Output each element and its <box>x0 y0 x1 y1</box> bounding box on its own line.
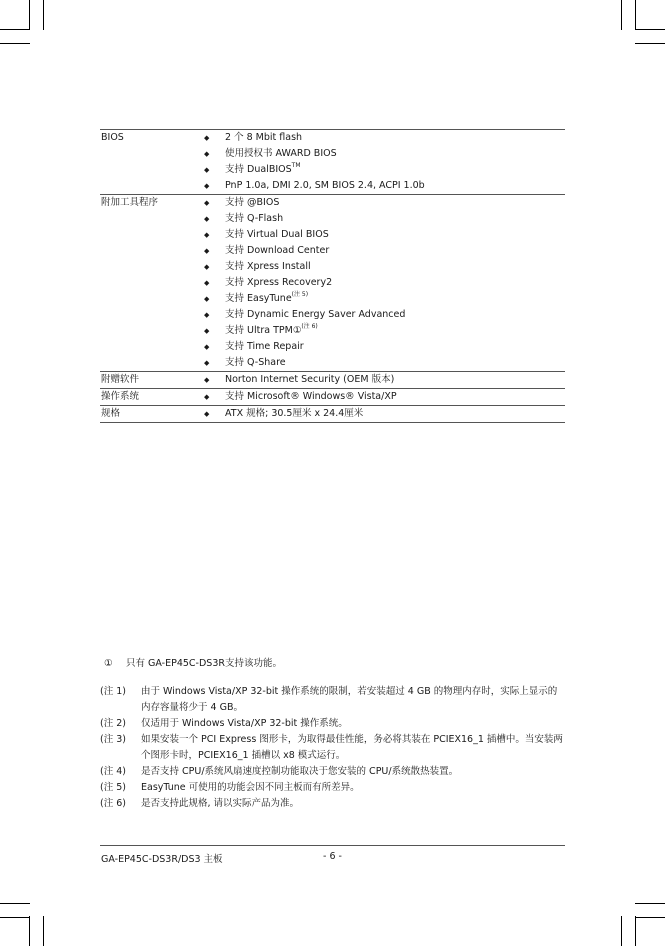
spec-item <box>225 406 363 422</box>
spec-row <box>100 162 565 178</box>
spec-row <box>100 406 565 422</box>
note-text: 仅适用于 Windows Vista/XP 32-bit 操作系统。 <box>141 718 348 729</box>
spec-item <box>225 355 286 371</box>
note-item <box>100 780 565 796</box>
crop-mark <box>621 916 622 946</box>
notes-section <box>100 656 565 812</box>
spec-row <box>100 211 565 227</box>
spec-item-text: 支持 Q-Flash <box>225 213 284 224</box>
crop-mark <box>635 43 665 44</box>
spec-item-text: PnP 1.0a, DMI 2.0, SM BIOS 2.4, ACPI 1.0b <box>225 180 425 191</box>
circle-note <box>104 656 565 672</box>
spec-item <box>225 195 279 211</box>
notes-list <box>100 684 565 812</box>
crop-mark <box>635 916 636 946</box>
note-text: EasyTune 可使用的功能会因不同主板而有所差异。 <box>141 782 360 793</box>
crop-mark <box>635 0 636 30</box>
note-label: (注 2) <box>100 718 126 729</box>
note-label: (注 5) <box>100 782 126 793</box>
crop-mark <box>635 29 665 30</box>
note-text: 由于 Windows Vista/XP 32-bit 操作系统的限制，若安装超过 4 GB 的物理内存时，实际上显示的内存容量将少于 4 GB。 <box>141 686 558 713</box>
spec-row <box>100 178 565 194</box>
spec-item <box>225 243 329 259</box>
spec-item-superscript: (注 6) <box>301 323 318 330</box>
bullet-icon: ◆ <box>204 343 210 351</box>
spec-item <box>225 211 283 227</box>
spec-row <box>100 339 565 355</box>
note-text: 如果安装一个 PCI Express 图形卡，为取得最佳性能，务必将其装在 PCIEX16_1 插槽中。当安装两个图形卡时，PCIEX16_1 插槽以 x8 模式运行。 <box>141 734 563 761</box>
spec-item <box>225 227 329 243</box>
circle-note-symbol: ① <box>104 658 113 669</box>
spec-item <box>225 162 301 178</box>
crop-mark <box>635 903 665 904</box>
spec-row <box>100 389 565 405</box>
spec-item <box>225 275 332 291</box>
spec-row <box>100 291 565 307</box>
spec-item-superscript: (注 5) <box>291 291 309 298</box>
spec-category: BIOS <box>101 132 124 143</box>
spec-section <box>100 129 565 194</box>
bullet-icon: ◆ <box>204 410 210 418</box>
bullet-icon: ◆ <box>204 166 210 174</box>
spec-item-text: 支持 DualBIOS <box>225 164 292 175</box>
crop-mark <box>0 43 30 44</box>
spec-item-text: 2 个 8 Mbit flash <box>225 132 303 143</box>
bullet-icon: ◆ <box>204 279 210 287</box>
bullet-icon: ◆ <box>204 199 210 207</box>
crop-mark <box>43 916 44 946</box>
spec-item-text: 支持 EasyTune <box>225 293 292 304</box>
bullet-icon: ◆ <box>204 247 210 255</box>
note-item <box>100 764 565 780</box>
spec-item-text: ATX 规格; 30.5厘米 x 24.4厘米 <box>225 408 364 419</box>
spec-item <box>225 291 308 307</box>
note-text: 是否支持 CPU/系统风扇速度控制功能取决于您安装的 CPU/系统散热装置。 <box>141 766 459 777</box>
spec-item <box>225 389 397 405</box>
spec-item <box>225 339 304 355</box>
spec-item-text: 使用授权书 AWARD BIOS <box>225 148 337 159</box>
crop-mark <box>635 917 665 918</box>
spec-item-superscript: TM <box>291 162 301 169</box>
spec-item-text: 支持 Xpress Recovery2 <box>225 277 333 288</box>
bullet-icon: ◆ <box>204 376 210 384</box>
spec-category: 附加工具程序 <box>101 197 159 208</box>
crop-mark <box>0 903 30 904</box>
spec-table <box>100 129 565 423</box>
spec-category: 规格 <box>101 408 121 419</box>
crop-mark <box>29 0 30 30</box>
crop-mark <box>43 0 44 30</box>
spec-item-text: Norton Internet Security (OEM 版本) <box>225 374 395 385</box>
spec-item <box>225 130 302 146</box>
spec-section <box>100 405 565 423</box>
spec-row <box>100 323 565 339</box>
spec-item <box>225 146 337 162</box>
spec-row <box>100 227 565 243</box>
spec-item-text: 支持 @BIOS <box>225 197 280 208</box>
spec-row <box>100 275 565 291</box>
note-text: 是否支持此规格, 请以实际产品为准。 <box>141 798 300 809</box>
bullet-icon: ◆ <box>204 150 210 158</box>
crop-mark <box>621 0 622 30</box>
spec-section <box>100 388 565 405</box>
bullet-icon: ◆ <box>204 215 210 223</box>
spec-category: 操作系统 <box>101 391 140 402</box>
spec-item-text: 支持 Virtual Dual BIOS <box>225 229 329 240</box>
spec-item <box>225 307 405 323</box>
spec-item-text: 支持 Ultra TPM① <box>225 325 302 336</box>
spec-section <box>100 371 565 388</box>
spec-item <box>225 323 318 339</box>
bullet-icon: ◆ <box>204 134 210 142</box>
spec-category: 附赠软件 <box>101 374 140 385</box>
crop-mark <box>29 916 30 946</box>
spec-row <box>100 243 565 259</box>
circle-note-text: 只有 GA-EP45C-DS3R支持该功能。 <box>126 658 282 669</box>
spec-item-text: 支持 Download Center <box>225 245 330 256</box>
spec-item-text: 支持 Q-Share <box>225 357 286 368</box>
note-label: (注 1) <box>100 686 126 697</box>
spec-row <box>100 130 565 146</box>
spec-item-text: 支持 Microsoft® Windows® Vista/XP <box>225 391 397 402</box>
note-label: (注 6) <box>100 798 126 809</box>
footer-model: GA-EP45C-DS3R/DS3 主板 <box>101 854 223 865</box>
spec-item-text: 支持 Xpress Install <box>225 261 311 272</box>
note-label: (注 3) <box>100 734 126 745</box>
spec-row <box>100 146 565 162</box>
spec-row <box>100 355 565 371</box>
bullet-icon: ◆ <box>204 393 210 401</box>
spec-row <box>100 372 565 388</box>
note-item <box>100 716 565 732</box>
bullet-icon: ◆ <box>204 327 210 335</box>
spec-item <box>225 372 394 388</box>
bullet-icon: ◆ <box>204 182 210 190</box>
spec-section <box>100 194 565 371</box>
note-label: (注 4) <box>100 766 126 777</box>
spec-item <box>225 178 425 194</box>
spec-item-text: 支持 Time Repair <box>225 341 304 352</box>
crop-mark <box>0 917 30 918</box>
note-item <box>100 796 565 812</box>
spec-row <box>100 307 565 323</box>
note-item <box>100 684 565 716</box>
spec-row <box>100 259 565 275</box>
page-number: - 6 - <box>323 851 342 862</box>
spec-row <box>100 195 565 211</box>
bullet-icon: ◆ <box>204 263 210 271</box>
page-footer <box>100 845 565 865</box>
bullet-icon: ◆ <box>204 359 210 367</box>
bullet-icon: ◆ <box>204 231 210 239</box>
bullet-icon: ◆ <box>204 295 210 303</box>
bullet-icon: ◆ <box>204 311 210 319</box>
spec-item <box>225 259 311 275</box>
spec-item-text: 支持 Dynamic Energy Saver Advanced <box>225 309 406 320</box>
note-item <box>100 732 565 764</box>
crop-mark <box>0 29 30 30</box>
